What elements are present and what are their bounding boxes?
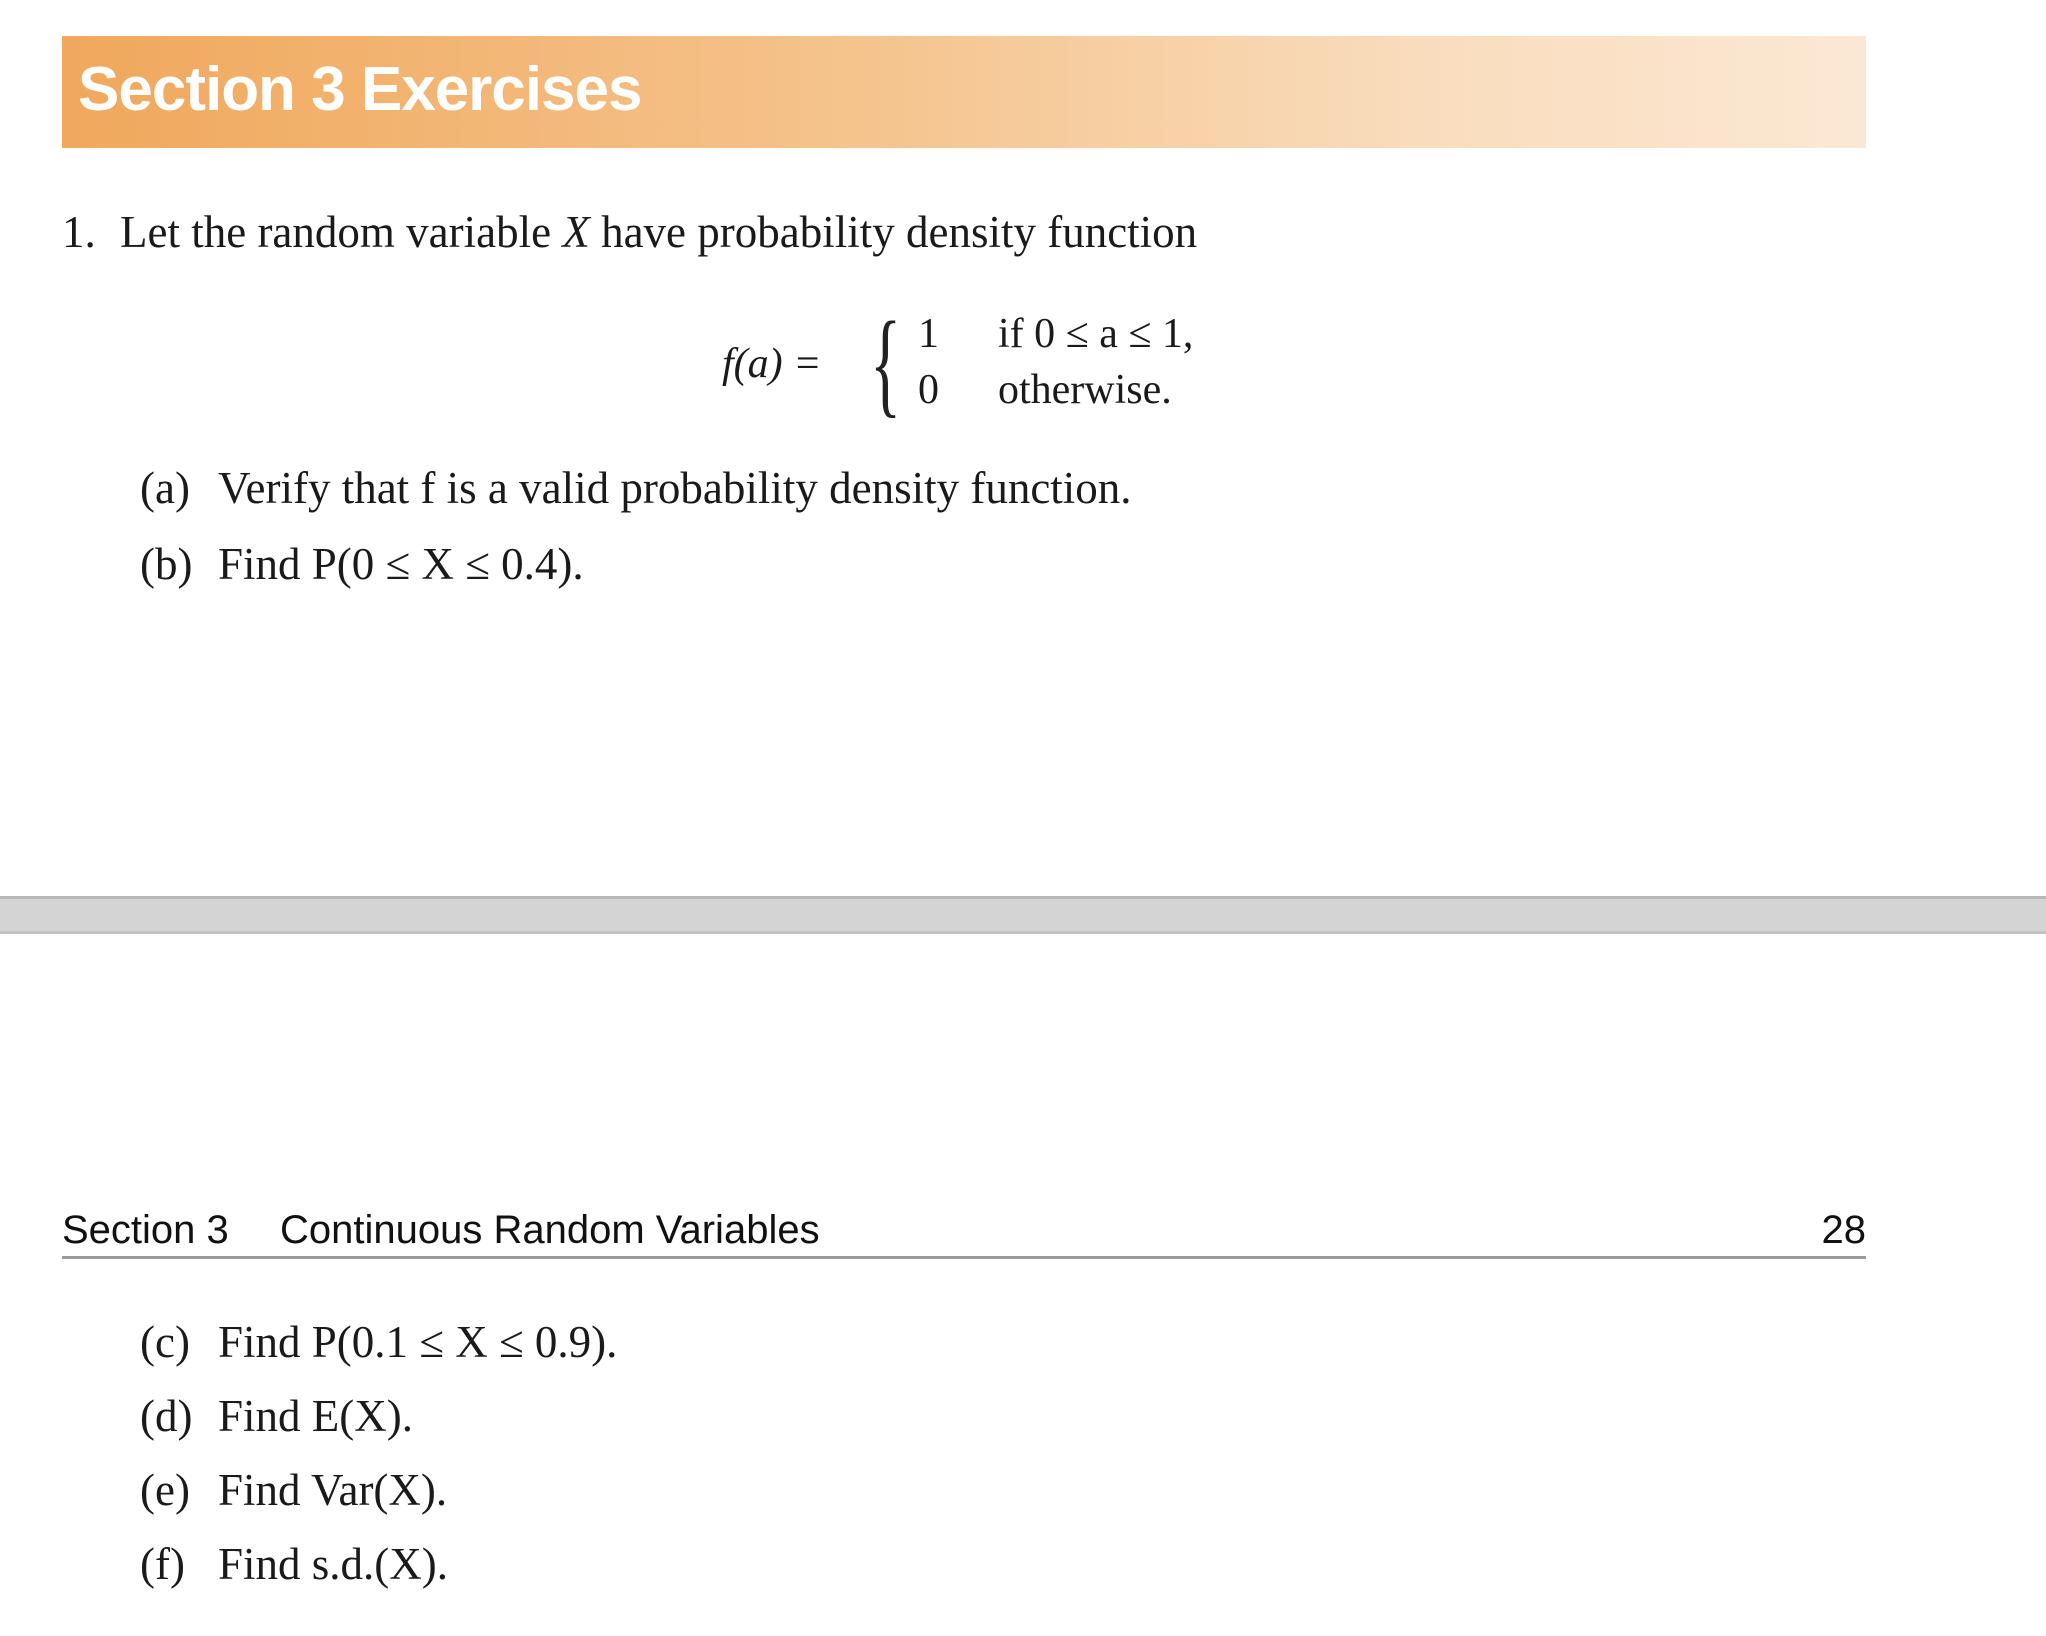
sub-question-text: Find E(X).: [218, 1391, 413, 1441]
problem-text-before: Let the random variable: [120, 207, 563, 257]
sub-question-label: (b): [140, 539, 193, 589]
page-separator: [0, 896, 2046, 934]
sub-question-label: (d): [140, 1391, 193, 1441]
sub-question-label: (c): [140, 1317, 190, 1367]
sub-question-text: Find P(0 ≤ X ≤ 0.4).: [218, 539, 584, 589]
running-header-section: Section 3: [62, 1208, 229, 1252]
case-condition: otherwise.: [998, 367, 1172, 413]
running-header-title: Continuous Random Variables: [280, 1208, 820, 1252]
sub-question-text: Find Var(X).: [218, 1465, 448, 1515]
sub-question-label: (e): [140, 1465, 190, 1515]
page-bottom: [0, 934, 2046, 1636]
sub-question-text: Verify that f is a valid probability density function.: [218, 463, 1132, 513]
case-condition: if 0 ≤ a ≤ 1,: [998, 311, 1194, 357]
section-banner: [62, 36, 1866, 148]
sub-question-label: (a): [140, 463, 190, 513]
running-header: [62, 1206, 1866, 1259]
case-value: 1: [918, 311, 939, 357]
sub-question-label: (f): [140, 1539, 185, 1589]
sub-question-text: Find s.d.(X).: [218, 1539, 449, 1589]
page-number: 28: [1821, 1208, 1866, 1252]
problem-number: 1.: [62, 207, 96, 257]
sub-question-text: Find P(0.1 ≤ X ≤ 0.9).: [218, 1317, 618, 1367]
problem-variable: X: [562, 207, 590, 257]
formula-lhs: f(a) =: [722, 341, 822, 387]
section-title: Section 3 Exercises: [78, 55, 642, 124]
problem-statement: [120, 207, 1198, 257]
problem-text-after: have probability density function: [589, 207, 1198, 257]
case-value: 0: [918, 367, 939, 413]
left-brace: {: [870, 297, 902, 428]
